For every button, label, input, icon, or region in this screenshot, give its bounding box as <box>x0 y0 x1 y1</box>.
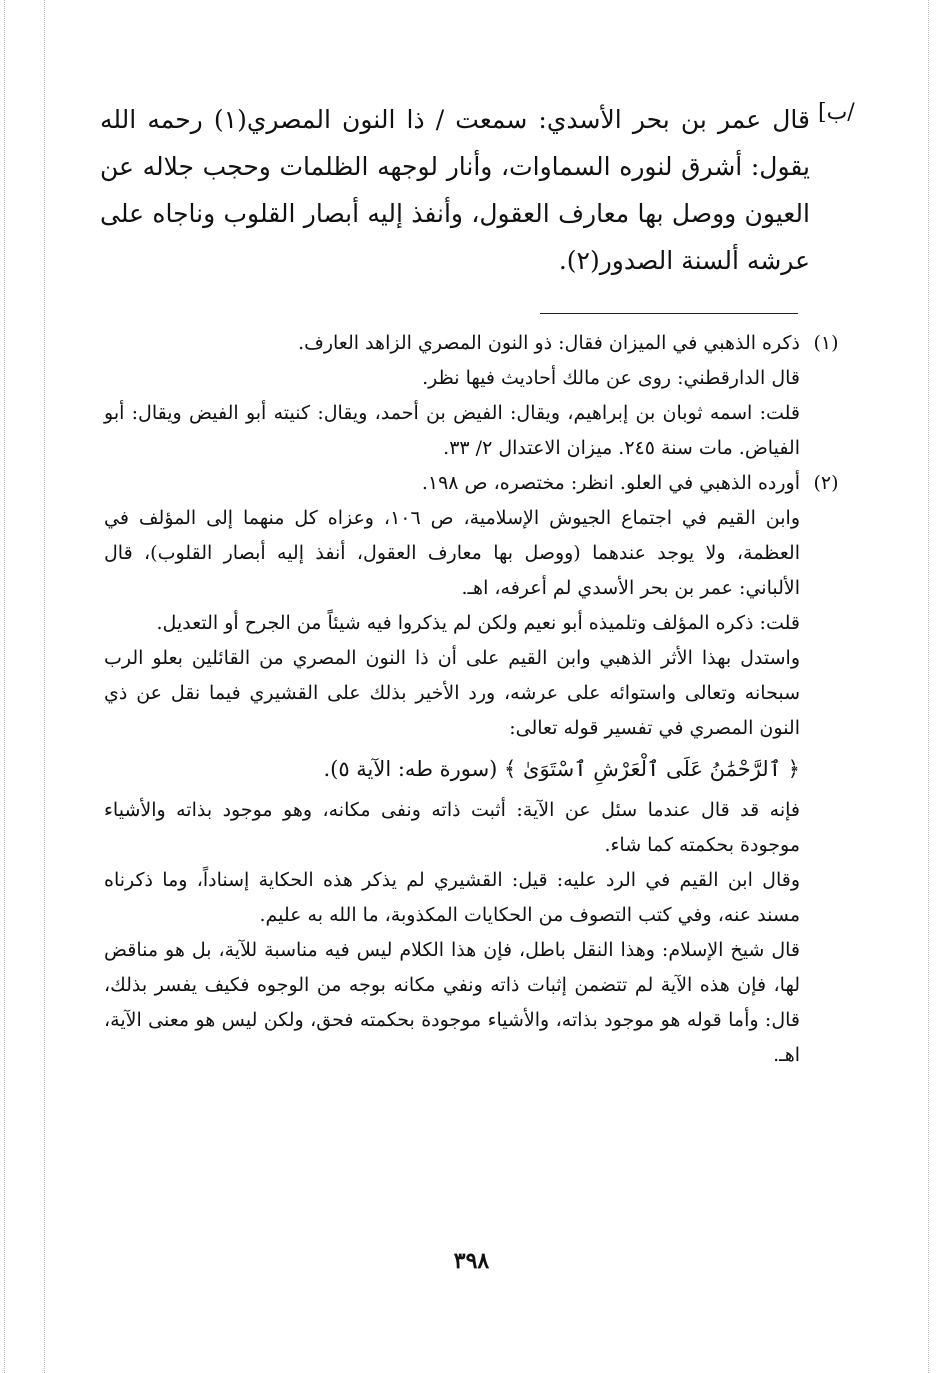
footnotes <box>104 326 839 1073</box>
footnote-paragraph: قلت: اسمه ثوبان بن إبراهيم، ويقال: الفيض بن أحمد، ويقال: كنيته أبو الفيض ويقال: أبو الفياض. مات سنة ٢٤٥. ميزان الاعتدال ٢/ ٣٣. <box>104 402 800 459</box>
page-number: ٣٩٨ <box>453 1248 490 1274</box>
footnote-paragraph: واستدل بهذا الأثر الذهبي وابن القيم على أن ذا النون المصري من القائلين بعلو الرب سبحانه وتعالى واستوائه على عرشه، ورد الأخير بذلك على القشيري فيما نقل عن ذي النون المصري في تفسير قوله تعالى: <box>104 647 800 739</box>
footnote-paragraph: أورده الذهبي في العلو. انظر: مختصره، ص ١٩٨. <box>421 472 800 494</box>
footnote-paragraph: وابن القيم في اجتماع الجيوش الإسلامية، ص ١٠٦، وعزاه كل منهما إلى المؤلف في العظمة، ولا يوجد عندهما (ووصل بها معارف العقول، أنفذ إليه أبصار القلوب)، قال الألباني: عمر بن بحر الأسدي لم أعرفه، اهـ. <box>104 507 800 599</box>
manuscript-folio-marker: /ب] <box>818 100 855 125</box>
footnote-paragraph: ذكره الذهبي في الميزان فقال: ذو النون المصري الزاهد العارف. <box>298 332 800 354</box>
footnote-separator <box>540 313 798 314</box>
footnote-paragraph: قال الدارقطني: روى عن مالك أحاديث فيها نظر. <box>422 367 800 389</box>
footnote-2 <box>104 466 839 1073</box>
footnote-paragraph: قال شيخ الإسلام: وهذا النقل باطل، فإن هذا الكلام ليس فيه مناسبة للآية، بل هو مناقض لها، فإن هذه الآية لم تتضمن إثبات ذاته ونفي مكانه بوجه من الوجوه فكيف يفسر بذلك، قال: وأما قوله هو موجود بذاته، والأشياء موجودة بحكمته فحق، ولكن ليس هو معنى الآية، اهـ. <box>104 939 800 1066</box>
footnote-1 <box>104 326 839 466</box>
quran-verse: ﴿ ٱلرَّحْمَٰنُ عَلَى ٱلْعَرْشِ ٱسْتَوَىٰ ﴾ (سورة طه: الآية ٥). <box>323 757 800 781</box>
scan-guide-line-left <box>4 0 5 1373</box>
main-paragraph: قال عمر بن بحر الأسدي: سمعت / ذا النون المصري(١) رحمه الله يقول: أشرق لنوره السماوات، وأنار لوجهه الظلمات وحجب جلاله عن العيون ووصل بها معارف العقول، وأنفذ إليه أبصار القلوب وناجاه على عرشه ألسنة الصدور(٢). <box>100 105 810 275</box>
main-text <box>100 96 810 284</box>
scan-guide-line-right <box>928 0 929 1373</box>
footnote-paragraph: فإنه قد قال عندما سئل عن الآية: أثبت ذاته ونفى مكانه، وهو موجود بذاته والأشياء موجودة بحكمته كما شاء. <box>104 799 800 856</box>
footnote-number: (١) <box>813 332 839 354</box>
footnote-paragraph: قلت: ذكره المؤلف وتلميذه أبو نعيم ولكن لم يذكروا فيه شيئاً من الجرح أو التعديل. <box>156 612 800 634</box>
scan-guide-line-left-inner <box>44 0 45 1373</box>
footnote-number: (٢) <box>813 472 839 494</box>
footnote-paragraph: وقال ابن القيم في الرد عليه: قيل: القشيري لم يذكر هذه الحكاية إسناداً، وما ذكرناه مسند عنه، وفي كتب التصوف من الحكايات المكذوبة، ما الله به عليم. <box>104 869 800 926</box>
